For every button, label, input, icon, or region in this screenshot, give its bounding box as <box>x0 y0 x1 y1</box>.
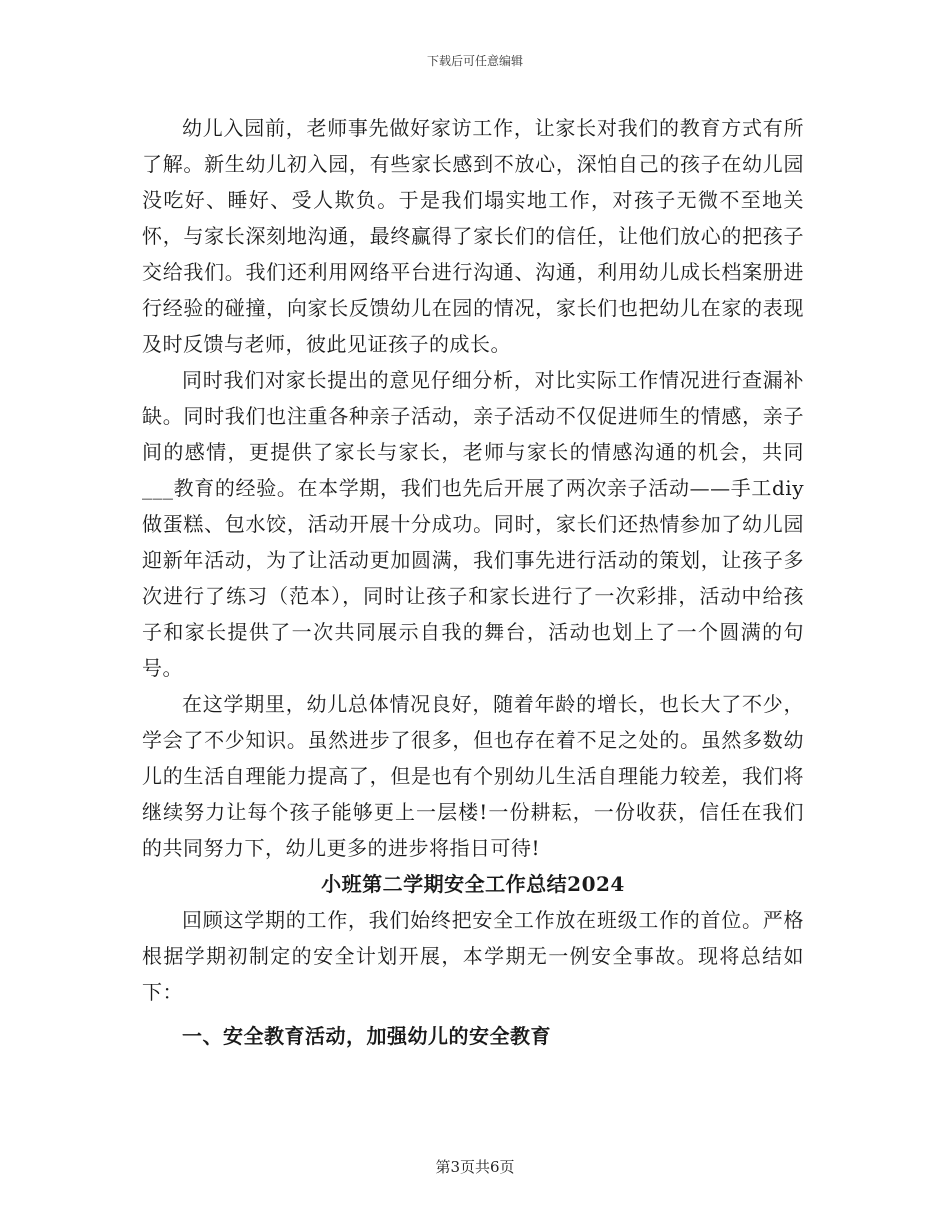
paragraph-semester-summary: 在这学期里，幼儿总体情况良好，随着年龄的增长，也长大了不少，学会了不少知识。虽然进步了很多，但也存在着不足之处的。虽然多数幼儿的生活自理能力提高了，但是也有个别幼儿生活自理能力较差，我们将继续努力让每个孩子能够更上一层楼!一份耕耘，一份收获，信任在我们的共同努力下，幼儿更多的进步将指日可待! <box>142 692 804 860</box>
paragraph-home-visit: 幼儿入园前，老师事先做好家访工作，让家长对我们的教育方式有所了解。新生幼儿初入园，有些家长感到不放心，深怕自己的孩子在幼儿园没吃好、睡好、受人欺负。于是我们塌实地工作，对孩子无微不至地关怀，与家长深刻地沟通，最终赢得了家长们的信任，让他们放心的把孩子交给我们。我们还利用网络平台进行沟通、沟通，利用幼儿成长档案册进行经验的碰撞，向家长反馈幼儿在园的情况，家长们也把幼儿在家的表现及时反馈与老师，彼此见证孩子的成长。 <box>142 116 804 356</box>
paragraph-parent-activities: 同时我们对家长提出的意见仔细分析，对比实际工作情况进行查漏补缺。同时我们也注重各种亲子活动，亲子活动不仅促进师生的情感，亲子间的感情，更提供了家长与家长，老师与家长的情感沟通的机会，共同___教育的经验。在本学期，我们也先后开展了两次亲子活动——手工diy做蛋糕、包水饺，活动开展十分成功。同时，家长们还热情参加了幼儿园迎新年活动，为了让活动更加圆满，我们事先进行活动的策划，让孩子多次进行了练习（范本），同时让孩子和家长进行了一次彩排，活动中给孩子和家长提供了一次共同展示自我的舞台，活动也划上了一个圆满的句号。 <box>142 368 804 680</box>
page-number: 第3页共6页 <box>435 1158 515 1176</box>
subheading-safety-education: 一、安全教育活动，加强幼儿的安全教育 <box>182 1024 551 1048</box>
page-header: 下载后可任意编辑 <box>426 54 523 68</box>
section-title: 小班第二学期安全工作总结2024 <box>321 872 625 896</box>
document-body <box>142 110 804 1054</box>
section-intro: 回顾这学期的工作，我们始终把安全工作放在班级工作的首位。严格根据学期初制定的安全计划开展，本学期无一例安全事故。现将总结如下： <box>142 908 804 1004</box>
